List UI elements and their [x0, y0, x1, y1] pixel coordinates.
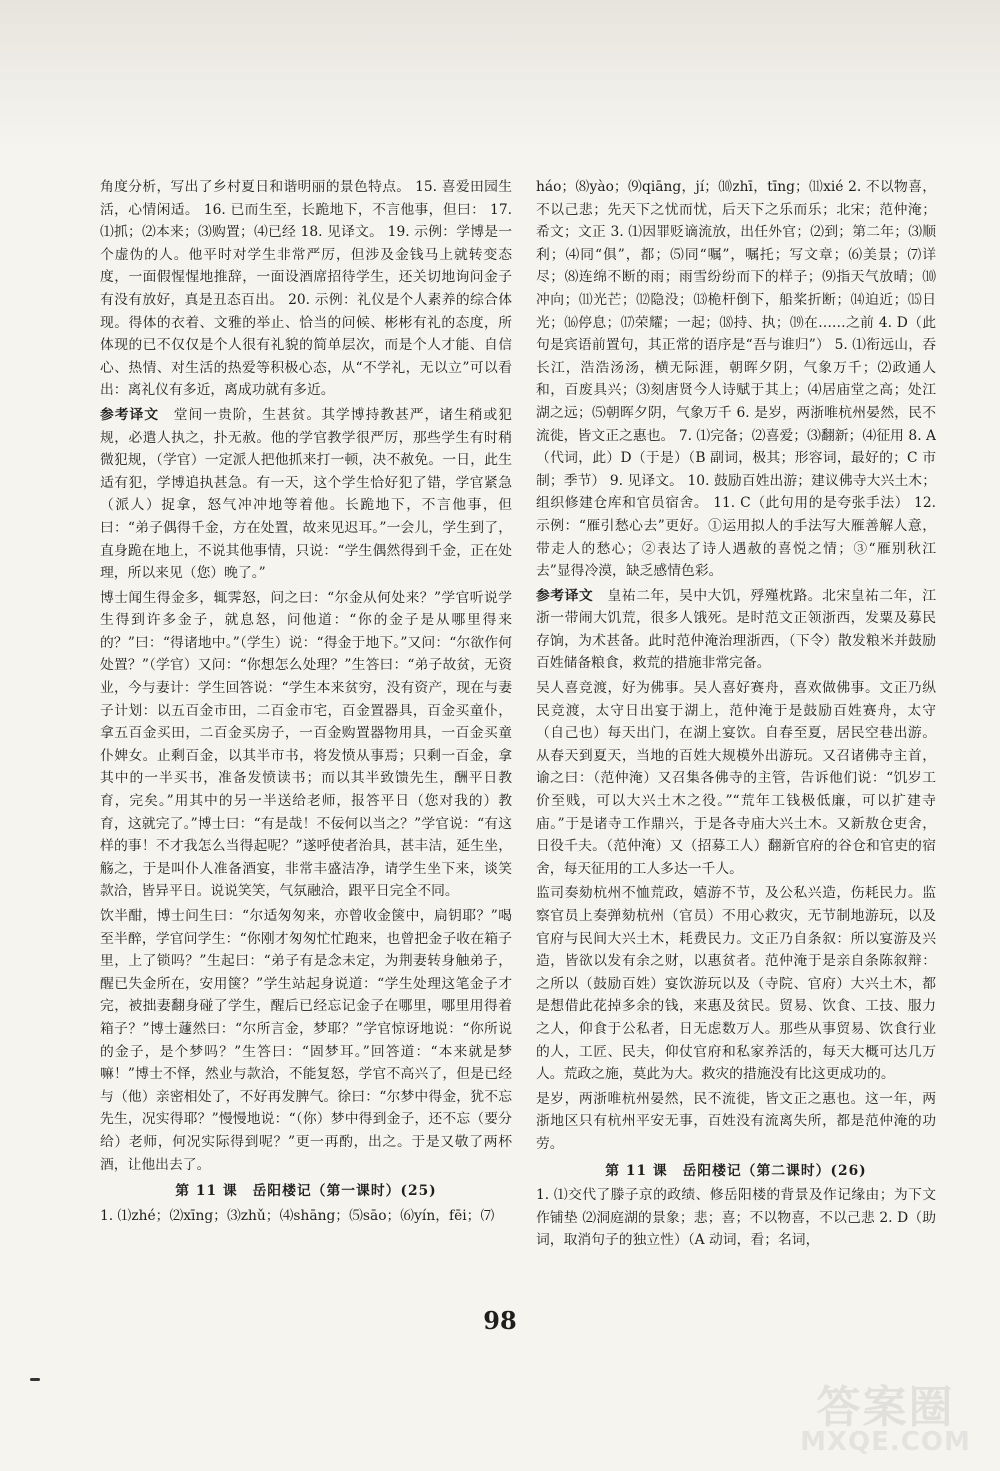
reference-label: 参考译文 — [536, 587, 594, 604]
reference-text: 皇祐二年，吴中大饥，殍殣枕路。北宋皇祐二年，江浙一带闹大饥荒，很多人饿死。是时范文正领浙西，发粟及募民存饷，为术甚备。此时范仲淹治理浙西，（下令）散发粮米并鼓励百姓储备粮食，救荒的措施非常完备。 — [536, 587, 936, 672]
left-column — [100, 176, 512, 1296]
translation-paragraph: 饮半酣，博士问生曰：“尔适匆匆来，亦曾收金箧中，扃钥耶？”喝至半醉，学官问学生：“你刚才匆匆忙忙跑来，也曾把金子收在箱子里，上了锁吗？”生起曰：“弟子有是念未定，为荆妻转身触弟子，醒已失金所在，安用箧？”学生站起身说道：“学生处理这笔金子才完，被拙妻翻身碰了学生，醒后已经忘记金子在哪里，哪里用得着箱子？”博士蘧然曰：“尔所言金，梦耶？”学官惊讶地说：“你所说的金子，是个梦吗？”生答曰：“固梦耳。”回答道：“本来就是梦嘛！”博士不怿，然业与款洽，不能复怒，学官不高兴了，但是已经与（他）亲密相处了，不好再发脾气。徐曰：“尔梦中得金，犹不忘先生，况实得耶？”慢慢地说：“（你）梦中得到金子，还不忘（要分给）老师，何况实际得到呢？”更一再酌，出之。于是又敬了两杯酒，让他出去了。 — [100, 908, 512, 1173]
reference-label: 参考译文 — [100, 406, 159, 423]
page-body — [0, 176, 1000, 1296]
watermark-logo — [783, 1367, 988, 1463]
lesson-title: 第 11 课 岳阳楼记（第二课时）(26) — [605, 1162, 867, 1179]
page-number: 98 — [483, 1306, 517, 1335]
reference-translation — [100, 404, 512, 585]
answer-paragraph: 1. ⑴交代了滕子京的政绩、修岳阳楼的背景及作记缘由；为下文作铺垫 ⑵洞庭湖的景象；悲；喜；不以物喜，不以己悲 2. D（助词，取消句子的独立性）（A 动词，看；名词， — [536, 1187, 936, 1249]
translation-paragraph: 博士闻生得金多，辄霁怒，问之曰：“尔金从何处来？”学官听说学生得到许多金子，就息怒，问他道：“你的金子是从哪里得来的？”曰：“得诸地中。”（学生）说：“得金于地下。”又问：“尔欲作何处置？”（学官）又问：“你想怎么处理？”生答曰：“弟子故贫，无资业，今与妻计：学生回答说：“学生本来贫穷，没有资产，现在与妻子计划：以五百金市田，二百金市宅，百金置器具，百金买童仆，拿五百金买田，二百金买房子，一百金购置器物用具，一百金买童仆婢女。止剩百金，以其半市书，将发愤从事焉；只剩一百金，拿其中的一半买书，准备发愤读书；而以其半致馈先生，酬平日教育，完矣。”用其中的另一半送给老师，报答平日（您对我的）教育，这就完了。”博士曰：“有是哉！不佞何以当之？”学官说：“有这样的事！不才我怎么当得起呢？”遂呼使者治具，甚丰洁，延生坐，觞之，于是叫仆人准备酒宴，非常丰盛洁净，请学生坐下来，谈笑款洽，皆异平日。说说笑笑，气氛融洽，跟平日完全不同。 — [100, 589, 512, 900]
answer-paragraph: háo；⑻yào；⑼qiāng，jí；⑽zhī，tīng；⑾xié 2. 不以物喜，不以己悲；先天下之忧而忧，后天下之乐而乐；北宋；范仲淹；希文；文正 3. ⑴因罪贬谪流放，出任外官；⑵到；第二年；⑶顺利；⑷同“俱”，都；⑸同“嘱”，嘱托；写文章；⑹美景；⑺详尽；⑻连绵不断的雨；雨雪纷纷而下的样子；⑼指天气放晴；⑽冲向；⑾光芒；⑿隐没；⒀桅杆倒下，船桨折断；⒁迫近；⒂日光；⒃停息；⒄荣耀；一起；⒅持、执；⒆在……之前 4. D（此句是宾语前置句，其正常的语序是“吾与谁归”） 5. ⑴衔远山，吞长江，浩浩汤汤，横无际涯，朝晖夕阴，气象万千；⑵政通人和，百废具兴；⑶刻唐贤今人诗赋于其上；⑷居庙堂之高；处江湖之远；⑸朝晖夕阴，气象万千 6. 是岁，两浙唯杭州晏然，民不流徙，皆文正之惠也。 7. ⑴完备；⑵喜爱；⑶翻新；⑷征用 8. A（代词，此）D（于是）（B 副词，极其；形容词，最好的；C 市制；季节） 9. 见译文。 10. 鼓励百姓出游；建议佛寺大兴土木；组织修建仓库和官员宿舍。 11. C（此句用的是夸张手法） 12. 示例：“雁引愁心去”更好。①运用拟人的手法写大雁善解人意，带走人的愁心；②表达了诗人遇赦的喜悦之情；③“雁别秋江去”显得冷漠，缺乏感情色彩。 — [536, 179, 936, 580]
translation-paragraph: 吴人喜竞渡，好为佛事。吴人喜好赛舟，喜欢做佛事。文正乃纵民竞渡，太守日出宴于湖上，范仲淹于是鼓励百姓赛舟，太守（自己也）每天出门，在湖上宴饮。自春至夏，居民空巷出游。从春天到夏天，当地的百姓大规模外出游玩。又召诸佛寺主首，谕之曰：（范仲淹）又召集各佛寺的主管，告诉他们说：“饥岁工价至贱，可以大兴土木之役。”“荒年工钱极低廉，可以扩建寺庙。”于是诸寺工作鼎兴，于是各寺庙大兴土木。又新敖仓吏舍，日役千夫。（范仲淹）又（招募工人）翻新官府的谷仓和官吏的宿舍，每天征用的工人多达一千人。 — [536, 680, 936, 877]
right-column — [536, 176, 936, 1296]
answer-paragraph: 1. ⑴zhé；⑵xīng；⑶zhǔ；⑷shāng；⑸sāo；⑹yín，fēi；⑺ — [100, 1207, 495, 1224]
scan-shadow — [0, 0, 1000, 150]
translation-paragraph: 监司奏劾杭州不恤荒政，嬉游不节，及公私兴造，伤耗民力。监察官员上奏弹劾杭州（官员）不用心救灾，无节制地游玩，以及官府与民间大兴土木，耗费民力。文正乃自条叙：所以宴游及兴造，皆欲以发有余之财，以惠贫者。范仲淹于是亲自条陈叙辩：之所以（鼓励百姓）宴饮游玩以及（寺院、官府）大兴土木，都是想借此花掉多余的钱，来惠及贫民。贸易、饮食、工技、服力之人，仰食于公私者，日无虑数万人。那些从事贸易、饮食行业的人，工匠、民夫，仰仗官府和私家养活的，每天大概可达几万人。荒政之施，莫此为大。救灾的措施没有比这更成功的。 — [536, 885, 936, 1083]
scan-mark — [30, 1378, 40, 1381]
watermark-url: MXQE.COM — [800, 1427, 971, 1457]
answer-paragraph: 角度分析，写出了乡村夏日和谐明丽的景色特点。 15. 喜爱田园生活，心情闲适。 16. 已而生至，长跪地下，不言他事，但曰： 17. ⑴抓；⑵本来；⑶购置；⑷已经 18. 见译文。 19. 示例：学博是一个虚伪的人。他平时对学生非常严厉，但涉及金钱马上就转变态度，一面假惺惺地推辞，一面设酒席招待学生，还关切地询问金子有没有放好，真是丑态百出。 20. 示例：礼仪是个人素养的综合体现。得体的衣着、文雅的举止、恰当的问候、彬彬有礼的态度，所体现的已不仅仅是个人很有礼貌的简单层次，而是个人才能、自信心、热情、对生活的热爱等积极心态，从“不学礼，无以立”可以看出：离礼仪有多近，离成功就有多近。 — [100, 179, 512, 399]
reference-text: 堂间一贵阶，生甚贫。其学博持教甚严，诸生稍或犯规，必遣人执之，扑无赦。他的学官教学很严厉，那些学生有时稍微犯规，（学官）一定派人把他抓来打一顿，决不赦免。一日，此生适有犯，学博追执甚急。有一天，这个学生恰好犯了错，学官紧急（派人）捉拿，怒气冲冲地等着他。长跪地下，不言他事，但曰：“弟子偶得千金，方在处置，故来见迟耳。”一会儿，学生到了，直身跪在地上，不说其他事情，只说：“学生偶然得到千金，正在处理，所以来见（您）晚了。” — [100, 406, 512, 582]
reference-translation — [536, 585, 936, 675]
lesson-title: 第 11 课 岳阳楼记（第一课时）(25) — [175, 1183, 437, 1200]
watermark-text: 答案圈 — [816, 1382, 955, 1433]
translation-paragraph: 是岁，两浙唯杭州晏然，民不流徙，皆文正之惠也。这一年，两浙地区只有杭州平安无事，百姓没有流离失所，都是范仲淹的功劳。 — [536, 1090, 936, 1152]
